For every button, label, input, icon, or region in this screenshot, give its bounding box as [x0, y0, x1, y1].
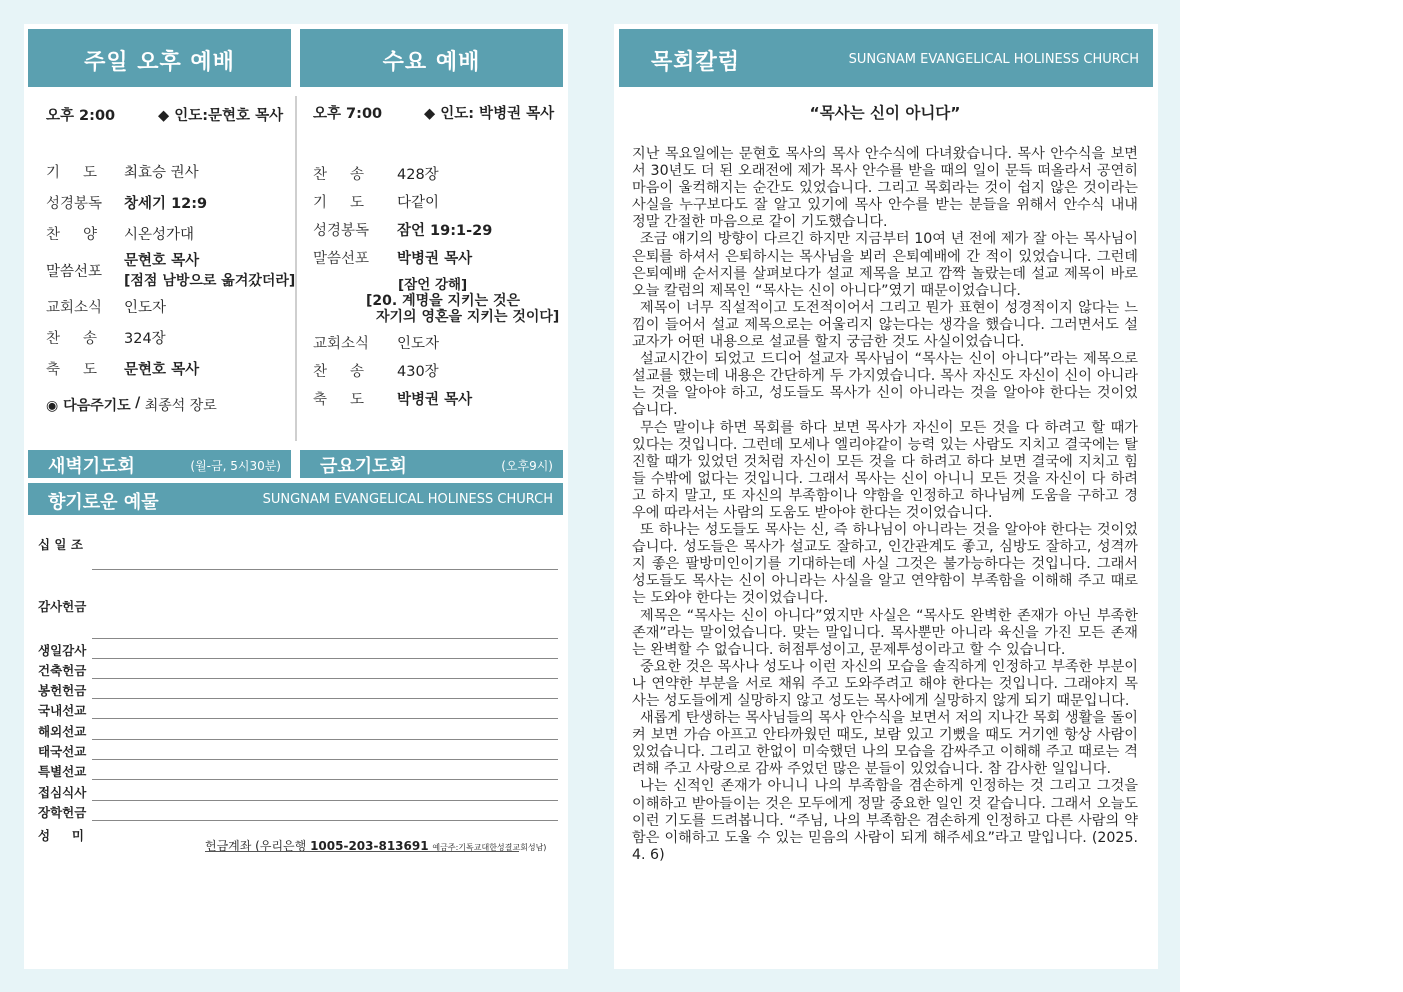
offering-label: 봉헌헌금	[38, 683, 87, 698]
offering-label: 접심식사	[38, 785, 87, 800]
next-prayer-name: 최종석 장로	[144, 398, 217, 414]
account-label: 헌금계좌 (우리은행	[205, 839, 307, 853]
offering-label: 건축헌금	[38, 663, 87, 678]
order-label: 기 도	[313, 195, 365, 211]
column-header	[619, 29, 1153, 87]
column-church-name: SUNGNAM EVANGELICAL HOLINESS CHURCH	[848, 52, 1139, 67]
order-label: 축 도	[46, 362, 98, 378]
offering-label: 십 일 조	[38, 537, 83, 552]
order-row	[313, 388, 472, 409]
offering-entry-line	[92, 779, 558, 780]
friday-prayer-title: 금요기도회	[320, 456, 407, 477]
offering-entry-line	[92, 658, 558, 659]
order-value: 324장	[124, 331, 166, 347]
wednesday-time: 오후 7:00	[313, 106, 383, 122]
sunday-sermon-label	[46, 260, 102, 281]
offering-entry-line	[92, 800, 558, 801]
sunday-time: 오후 2:00	[46, 108, 116, 124]
order-row	[313, 191, 439, 212]
order-value: 최효승 권사	[124, 165, 199, 181]
account-number: 1005-203-813691	[310, 839, 429, 853]
column-paragraph: 나는 신적인 존재가 아니니 나의 부족함을 겸손하게 인정하는 것 그리고 그것을 이해하고 받아들이는 것은 모두에게 정말 중요한 일인 것 같습니다. 그래서 오늘도 이런 기도를 드려봅니다. “주님, 나의 부족함은 겸손하게 인정하고 다른 사람의 약함은 이해하고 도울 수 있는 믿음의 사람이 되게 해주세요”라고 말입니다. (2025. 4. 6)	[632, 778, 1138, 863]
order-value: 인도자	[397, 336, 440, 352]
column-paragraph: 설교시간이 되었고 드디어 설교자 목사님이 “목사는 신이 아니다”라는 제목으로 설교를 했는데 내용은 간단하게 두 가지였습니다. 목사 자신도 자신이 신이 아니라는 것을 알아야 하고, 성도들도 목사가 신이 아니라는 것을 알아야 한다는 것이었습니다.	[632, 351, 1138, 419]
order-value: 박병권 목사	[397, 251, 473, 267]
order-row	[313, 332, 439, 353]
order-label: 찬 송	[313, 364, 365, 380]
column-paragraph: 제목은 “목사는 신이 아니다”였지만 사실은 “목사도 완벽한 존재가 아닌 부족한 존재”라는 말이었습니다. 맞는 말입니다. 목사뿐만 아니라 육신을 가진 모든 존재는 완벽할 수 없습니다. 허점투성이고, 문제투성이라고 할 수 있습니다.	[632, 607, 1138, 658]
order-value: 인도자	[124, 300, 167, 316]
offering-entry-line	[92, 638, 558, 639]
offering-entry-line	[92, 698, 558, 699]
order-value: 잠언 19:1-29	[397, 223, 493, 239]
column-paragraph: 조금 얘기의 방향이 다르긴 하지만 지금부터 10여 년 전에 제가 잘 아는 목사님이 은퇴를 하셔서 은퇴하시는 목사님을 뵈러 은퇴예배에 간 적이 있었습니다. 그런데 은퇴예배 순서지를 살펴보다가 설교 제목을 보고 깜짝 놀랐는데 설교 제목이 바로 오늘 칼럼의 제목인 “목사는 신이 아니다”였기 때문이었습니다.	[632, 231, 1138, 299]
friday-prayer-bar	[300, 450, 563, 478]
offering-label: 성 미	[38, 828, 84, 843]
order-row	[46, 358, 199, 379]
offering-label: 해외선교	[38, 724, 87, 739]
next-prayer-label: ◉ 다음주기도	[46, 398, 131, 414]
next-prayer	[46, 395, 217, 415]
column-header-title: 목회칼럼	[651, 50, 741, 75]
order-value: 430장	[397, 364, 439, 380]
order-label: 교회소식	[46, 300, 103, 316]
offering-label: 국내선교	[38, 703, 87, 718]
order-row	[313, 360, 439, 381]
friday-prayer-time: (오후9시)	[501, 459, 553, 473]
offering-label: 특별선교	[38, 764, 87, 779]
sunday-sermon-preacher: 문현호 목사	[124, 253, 200, 269]
offering-label: 생일감사	[38, 643, 87, 658]
wednesday-service-header	[300, 29, 563, 87]
order-row	[46, 161, 199, 182]
offering-title: 향기로운 예물	[48, 492, 159, 513]
next-prayer-separator: /	[135, 395, 141, 411]
order-label: 기 도	[46, 165, 98, 181]
sunday-service-header	[28, 29, 291, 87]
wednesday-sermon-title-1: [20. 계명을 지키는 것은	[366, 293, 521, 309]
offering-entry-line	[92, 820, 558, 821]
wednesday-leader: ◆ 인도: 박병권 목사	[424, 106, 555, 122]
order-value: 문현호 목사	[124, 362, 200, 378]
column-body	[632, 146, 1138, 864]
column-paragraph: 또 하나는 성도들도 목사는 신, 즉 하나님이 아니라는 것을 알아야 한다는 것이었습니다. 성도들은 목사가 설교도 잘하고, 인간관계도 좋고, 심방도 잘하고, 성격까지 좋은 팔방미인이기를 기대하는데 사실 그것은 불가능하다는 것입니다. 그래서 성도들도 목사는 신이 아니라는 사실을 알고 연약함이 부족함을 이해해 주고 때로는 도와야 한다는 것이었습니다.	[632, 522, 1138, 607]
column-paragraph: 새롭게 탄생하는 목사님들의 목사 안수식을 보면서 저의 지나간 목회 생활을 돌이켜 보면 가슴 아프고 안타까웠던 때도, 보람 있고 기뻤을 때도 거기엔 항상 사람이 있었습니다. 그리고 한없이 미숙했던 나의 모습을 감싸주고 이해해 주고 때로는 격려해 주고 사랑으로 감싸 주었던 많은 분들이 있었습니다. 참 감사한 일입니다.	[632, 710, 1138, 778]
order-value: 428장	[397, 167, 439, 183]
order-label: 말씀선포	[313, 251, 370, 267]
order-value: 시온성가대	[124, 227, 195, 243]
offering-header	[28, 483, 563, 515]
column-paragraph: 제목이 너무 직설적이고 도전적이어서 그리고 뭔가 표현이 성경적이지 않다는 느낌이 들어서 설교 제목으로는 어울리지 않는다는 생각을 했습니다. 그러면서도 설교자가 어떤 내용으로 설교를 할지 궁금한 것도 사실이었습니다.	[632, 299, 1138, 351]
service-column-divider	[295, 96, 297, 441]
dawn-prayer-title: 새벽기도회	[48, 456, 135, 477]
order-value: 다같이	[397, 195, 440, 211]
dawn-prayer-bar	[28, 450, 291, 478]
sunday-service-title: 주일 오후 예배	[84, 50, 235, 75]
sunday-leader: ◆ 인도:문현호 목사	[158, 108, 284, 124]
order-label: 성경봉독	[46, 196, 103, 212]
order-row	[46, 327, 166, 348]
wednesday-sermon-series: [잠언 강해]	[398, 277, 468, 293]
order-row	[46, 296, 166, 317]
offering-entry-line	[92, 739, 558, 740]
offering-label: 태국선교	[38, 744, 87, 759]
order-row	[313, 163, 439, 184]
order-value: 창세기 12:9	[124, 196, 208, 212]
offering-label: 감사헌금	[38, 599, 87, 614]
order-label: 찬 양	[46, 227, 98, 243]
order-value: 박병권 목사	[397, 392, 473, 408]
column-title: “목사는 신이 아니다”	[809, 104, 961, 122]
account-holder: 예금주:기독교대한성결교회성남)	[432, 843, 547, 852]
column-paragraph: 무슨 말이냐 하면 목회를 하다 보면 목사가 자신이 모든 것을 다 하려고 할 때가 있다는 것입니다. 그런데 모세나 엘리야같이 능력 있는 사람도 지치고 결국에는 탈진할 때가 있었던 것처럼 자신이 모든 것을 다 하려고 하다 보면 결국에 지치고 힘들 수밖에 없다는 것입니다. 그래서 목사는 신이 아니니 모든 것을 자신이 다 하려고 하지 말고, 또 자신의 부족함이나 약함을 인정하고 하나님께 도움을 구하고 경우에 따라서는 사람의 도움도 받아야 한다는 것이었습니다.	[632, 419, 1138, 521]
account-underline	[205, 851, 519, 852]
offering-entry-line	[92, 678, 558, 679]
offering-label: 장학헌금	[38, 805, 87, 820]
column-paragraph: 중요한 것은 목사나 성도나 이런 자신의 모습을 솔직하게 인정하고 부족한 부분이나 연약한 부분을 서로 채워 주고 도와주려고 해야 한다는 것입니다. 그래야지 목사는 성도들에게 실망하지 않고 성도는 목사에게 실망하지 않게 되기 때문입니다.	[632, 658, 1138, 709]
order-label: 찬 송	[46, 331, 98, 347]
offering-church-name: SUNGNAM EVANGELICAL HOLINESS CHURCH	[262, 492, 553, 507]
order-row	[46, 223, 194, 244]
wednesday-service-title: 수요 예배	[382, 50, 481, 75]
sunday-sermon-title: [점점 남방으로 옮겨갔더라]	[124, 273, 296, 289]
column-paragraph: 지난 목요일에는 문현호 목사의 목사 안수식에 다녀왔습니다. 목사 안수식을 보면서 30년도 더 된 오래전에 제가 목사 안수를 받을 때의 일이 문득 떠올라서 공연히 마음이 울컥해지는 순간도 있었습니다. 그리고 목회라는 것이 쉽지 않은 것이라는 사실을 누구보다도 잘 알고 있기에 목사 안수를 받는 분들을 위해서 안수식 내내 정말 간절한 마음으로 같이 기도했습니다.	[632, 146, 1138, 231]
offering-entry-line	[92, 718, 558, 719]
dawn-prayer-time: (월-금, 5시30분)	[190, 459, 281, 473]
order-label: 찬 송	[313, 167, 365, 183]
order-label: 축 도	[313, 392, 365, 408]
order-row	[313, 219, 492, 240]
order-label: 성경봉독	[313, 223, 370, 239]
order-label: 교회소식	[313, 336, 370, 352]
wednesday-sermon-title-2: 자기의 영혼을 지키는 것이다]	[376, 309, 560, 325]
offering-entry-line	[92, 759, 558, 760]
sunday-sermon-label-text: 말씀선포	[46, 264, 103, 280]
offering-entry-line	[92, 569, 558, 570]
order-row	[313, 247, 472, 268]
order-row	[46, 192, 207, 213]
